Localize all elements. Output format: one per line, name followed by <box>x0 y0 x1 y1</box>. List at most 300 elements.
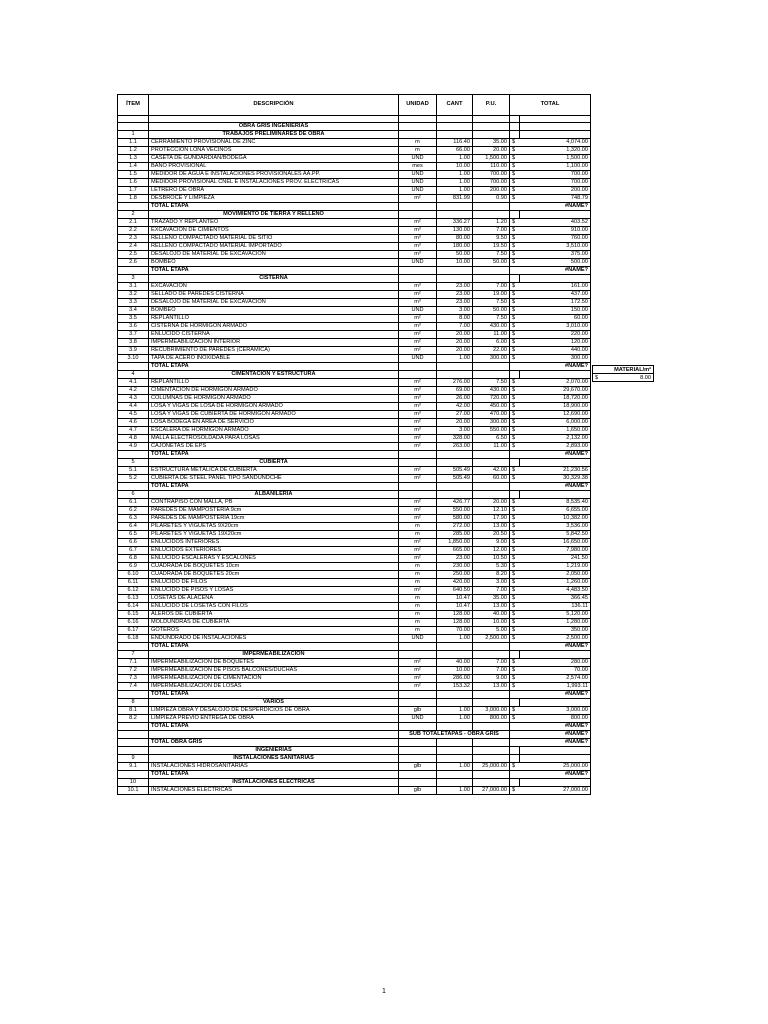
empty-cell <box>473 771 510 779</box>
empty-cell <box>473 116 510 123</box>
currency-symbol: $ <box>510 531 520 539</box>
item-unit: m <box>399 579 437 587</box>
empty-cell <box>510 747 520 755</box>
empty-cell <box>473 363 510 371</box>
item-description: SELLADO DE PAREDES CISTERNA <box>149 291 399 299</box>
empty-cell <box>118 363 149 371</box>
currency-symbol: $ <box>510 219 520 227</box>
item-unit: m³ <box>399 411 437 419</box>
empty-cell <box>118 451 149 459</box>
item-description: CUADRADA DE BOQUETES 20cm <box>149 571 399 579</box>
item-unit-price: 20.50 <box>473 531 510 539</box>
empty-cell <box>118 731 149 739</box>
item-unit: m² <box>399 347 437 355</box>
item-unit: m³ <box>399 283 437 291</box>
header-total: TOTAL <box>510 95 591 116</box>
item-quantity: 10.47 <box>437 603 473 611</box>
item-quantity: 27.00 <box>437 411 473 419</box>
item-unit: UND <box>399 635 437 643</box>
section-title: CIMENTACIÓN Y ESTRUCTURA <box>149 371 399 379</box>
item-quantity: 3.00 <box>437 427 473 435</box>
line-item-row <box>118 179 591 187</box>
empty-cell <box>437 267 473 275</box>
currency-symbol: $ <box>510 163 520 171</box>
item-number: 8.1 <box>118 707 149 715</box>
item-description: INSTALACIONES ELÉCTRICAS <box>149 787 399 795</box>
empty-cell <box>437 755 473 763</box>
line-item-row <box>118 331 591 339</box>
material-currency: $ <box>593 374 604 382</box>
line-item-row <box>118 219 591 227</box>
empty-cell <box>510 459 520 467</box>
item-number: 5 <box>118 459 149 467</box>
currency-symbol: $ <box>510 291 520 299</box>
line-item-row <box>118 715 591 723</box>
line-item-row <box>118 659 591 667</box>
empty-cell <box>510 275 520 283</box>
item-unit-price: 8.20 <box>473 571 510 579</box>
item-total: 300.00 <box>520 355 591 363</box>
item-total: 700.00 <box>520 179 591 187</box>
item-number: 6.16 <box>118 619 149 627</box>
item-number: 7.4 <box>118 683 149 691</box>
item-total: 3,010.00 <box>520 323 591 331</box>
item-quantity: 20.00 <box>437 331 473 339</box>
item-quantity: 276.00 <box>437 379 473 387</box>
item-description: PROTECCIÓN LONA VECINOS <box>149 147 399 155</box>
empty-cell <box>520 747 591 755</box>
currency-symbol: $ <box>510 707 520 715</box>
item-unit: UND <box>399 171 437 179</box>
stage-total-row <box>118 739 591 747</box>
blank-row <box>118 116 591 123</box>
item-unit: UND <box>399 307 437 315</box>
empty-cell <box>520 275 591 283</box>
empty-cell <box>520 491 591 499</box>
item-unit: glb <box>399 707 437 715</box>
item-quantity: 40.00 <box>437 659 473 667</box>
total-value: #NAME? <box>510 267 591 275</box>
item-number <box>118 747 149 755</box>
total-label: TOTAL OBRA GRIS <box>149 739 399 747</box>
line-item-row <box>118 707 591 715</box>
total-label: TOTAL ETAPA <box>149 451 399 459</box>
item-quantity: 130.00 <box>437 227 473 235</box>
empty-cell <box>473 651 510 659</box>
line-item-row <box>118 579 591 587</box>
line-item-row <box>118 139 591 147</box>
item-unit-price: 13.00 <box>473 603 510 611</box>
item-number: 1.6 <box>118 179 149 187</box>
item-unit: m <box>399 603 437 611</box>
section-row <box>118 275 591 283</box>
item-description: ENLUCIDO CISTERNA <box>149 331 399 339</box>
line-item-row <box>118 667 591 675</box>
item-number: 3.2 <box>118 291 149 299</box>
line-item-row <box>118 611 591 619</box>
header-description: DESCRIPCIÓN <box>149 95 399 116</box>
page-number: 1 <box>382 988 386 995</box>
empty-cell <box>437 459 473 467</box>
item-number: 10.1 <box>118 787 149 795</box>
total-value: #NAME? <box>510 363 591 371</box>
currency-symbol: $ <box>510 147 520 155</box>
item-number: 6.4 <box>118 523 149 531</box>
currency-symbol: $ <box>510 395 520 403</box>
item-total: 120.00 <box>520 339 591 347</box>
item-number: 1.1 <box>118 139 149 147</box>
item-unit: m² <box>399 507 437 515</box>
item-unit: m² <box>399 667 437 675</box>
empty-cell <box>437 723 473 731</box>
item-unit-price: 19.50 <box>473 243 510 251</box>
currency-symbol: $ <box>510 315 520 323</box>
currency-symbol: $ <box>510 595 520 603</box>
currency-symbol: $ <box>510 499 520 507</box>
empty-cell <box>399 451 437 459</box>
item-total: 200.00 <box>520 187 591 195</box>
item-description: TAPA DE ACERO INOXIDABLE <box>149 355 399 363</box>
item-total: 60.00 <box>520 315 591 323</box>
item-unit: m² <box>399 659 437 667</box>
item-description: MALLA ELECTROSOLDADA PARA LOSAS <box>149 435 399 443</box>
empty-cell <box>437 131 473 139</box>
item-number: 6.1 <box>118 499 149 507</box>
item-number: 2 <box>118 211 149 219</box>
item-unit-price: 9.00 <box>473 675 510 683</box>
item-quantity: 26.00 <box>437 395 473 403</box>
item-total: 30,329.38 <box>520 475 591 483</box>
item-unit-price: 2,500.00 <box>473 635 510 643</box>
empty-cell <box>149 116 399 123</box>
item-number: 3.6 <box>118 323 149 331</box>
line-item-row <box>118 427 591 435</box>
line-item-row <box>118 323 591 331</box>
item-description: CISTERNA DE HORMIGÓN ARMADO <box>149 323 399 331</box>
item-total: 70.00 <box>520 667 591 675</box>
item-total: 5,120.00 <box>520 611 591 619</box>
line-item-row <box>118 507 591 515</box>
item-number: 4.5 <box>118 411 149 419</box>
item-description: DESALOJO DE MATERIAL DE EXCAVACIÓN <box>149 299 399 307</box>
empty-cell <box>473 643 510 651</box>
empty-cell <box>473 267 510 275</box>
line-item-row <box>118 539 591 547</box>
line-item-row <box>118 187 591 195</box>
empty-cell <box>399 739 437 747</box>
item-total: 6,655.00 <box>520 507 591 515</box>
empty-cell <box>437 363 473 371</box>
item-unit-price: 300.00 <box>473 355 510 363</box>
currency-symbol: $ <box>510 659 520 667</box>
currency-symbol: $ <box>510 347 520 355</box>
stage-total-row <box>118 771 591 779</box>
item-unit-price: 10.50 <box>473 555 510 563</box>
empty-cell <box>437 275 473 283</box>
item-description: EXCAVACION DE CIMIENTOS <box>149 227 399 235</box>
item-total: 10,382.00 <box>520 515 591 523</box>
item-quantity: 1.00 <box>437 635 473 643</box>
item-number: 4.9 <box>118 443 149 451</box>
item-description: ENDUNDRADO DE INSTALACIONES <box>149 635 399 643</box>
item-quantity: 1.00 <box>437 707 473 715</box>
item-unit-price: 10.00 <box>473 619 510 627</box>
item-total: 4,483.50 <box>520 587 591 595</box>
item-unit-price: 430.00 <box>473 387 510 395</box>
section-title: INSTALACIONES ELÉCTRICAS <box>149 779 399 787</box>
header-row <box>118 95 591 116</box>
item-quantity: 23.00 <box>437 555 473 563</box>
item-quantity: 1.00 <box>437 355 473 363</box>
subtotal-row <box>118 731 591 739</box>
empty-cell <box>520 459 591 467</box>
item-quantity: 180.00 <box>437 243 473 251</box>
item-description: ENLUCIDOS EXTERIORES <box>149 547 399 555</box>
item-unit-price: 7.50 <box>473 251 510 259</box>
item-number: 2.5 <box>118 251 149 259</box>
currency-symbol: $ <box>510 667 520 675</box>
section-title: IMPERMEABILIZACIÓN <box>149 651 399 659</box>
empty-cell <box>399 691 437 699</box>
item-unit: m² <box>399 419 437 427</box>
item-description: INSTALACIONES HIDROSANITARIAS <box>149 763 399 771</box>
line-item-row <box>118 403 591 411</box>
total-value: #NAME? <box>510 483 591 491</box>
empty-cell <box>510 755 520 763</box>
item-number: 2.3 <box>118 235 149 243</box>
item-description: RELLENO COMPACTADO MATERIAL IMPORTADO <box>149 243 399 251</box>
currency-symbol: $ <box>510 627 520 635</box>
empty-cell <box>520 371 591 379</box>
item-unit: m² <box>399 467 437 475</box>
item-number <box>118 123 149 131</box>
currency-symbol: $ <box>510 243 520 251</box>
empty-cell <box>399 267 437 275</box>
item-unit: UND <box>399 715 437 723</box>
item-description: DESBROCE Y LIMPIEZA <box>149 195 399 203</box>
item-number: 3.8 <box>118 339 149 347</box>
item-description: REPLANTILLO <box>149 315 399 323</box>
empty-cell <box>437 651 473 659</box>
subtotal-value: #NAME? <box>510 731 591 739</box>
empty-cell <box>437 771 473 779</box>
item-unit-price: 12.10 <box>473 507 510 515</box>
item-description: ENLUCIDOS INTERIORES <box>149 539 399 547</box>
item-total: 375.00 <box>520 251 591 259</box>
item-description: GOTEROS <box>149 627 399 635</box>
item-description: LIMPIEZA OBRA Y DESALOJO DE DESPERDICIOS DE OBRA <box>149 707 399 715</box>
item-quantity: 336.27 <box>437 219 473 227</box>
item-number: 5.1 <box>118 467 149 475</box>
item-number: 6.11 <box>118 579 149 587</box>
item-quantity: 20.00 <box>437 339 473 347</box>
item-unit: m² <box>399 547 437 555</box>
item-quantity: 1.00 <box>437 171 473 179</box>
section-row <box>118 131 591 139</box>
item-total: 4,074.00 <box>520 139 591 147</box>
item-description: ENLUCIDO DE PISOS Y LOSAS <box>149 587 399 595</box>
line-item-row <box>118 347 591 355</box>
item-number: 3.5 <box>118 315 149 323</box>
item-unit: UND <box>399 187 437 195</box>
empty-cell <box>520 699 591 707</box>
line-item-row <box>118 251 591 259</box>
line-item-row <box>118 395 591 403</box>
line-item-row <box>118 379 591 387</box>
item-quantity: 272.00 <box>437 523 473 531</box>
currency-symbol: $ <box>510 603 520 611</box>
item-unit-price: 50.00 <box>473 307 510 315</box>
empty-cell <box>118 267 149 275</box>
item-number: 4.2 <box>118 387 149 395</box>
item-total: 403.52 <box>520 219 591 227</box>
section-title: ALBAÑILERÍA <box>149 491 399 499</box>
total-label: TOTAL ETAPA <box>149 363 399 371</box>
item-number: 3.3 <box>118 299 149 307</box>
item-description: EXCAVACION <box>149 283 399 291</box>
empty-cell <box>399 491 437 499</box>
item-total: 18,720.00 <box>520 395 591 403</box>
item-quantity: 1.00 <box>437 715 473 723</box>
item-quantity: 285.00 <box>437 531 473 539</box>
item-number: 4.7 <box>118 427 149 435</box>
stage-total-row <box>118 203 591 211</box>
item-total: 150.00 <box>520 307 591 315</box>
empty-cell <box>473 275 510 283</box>
empty-cell <box>399 275 437 283</box>
empty-cell <box>399 123 437 131</box>
item-number: 8 <box>118 699 149 707</box>
currency-symbol: $ <box>510 139 520 147</box>
line-item-row <box>118 499 591 507</box>
currency-symbol: $ <box>510 675 520 683</box>
item-unit: glb <box>399 763 437 771</box>
item-unit: m³ <box>399 387 437 395</box>
item-unit: m² <box>399 683 437 691</box>
currency-symbol: $ <box>510 235 520 243</box>
currency-symbol: $ <box>510 467 520 475</box>
item-number: 6.8 <box>118 555 149 563</box>
line-item-row <box>118 571 591 579</box>
item-unit: m³ <box>399 251 437 259</box>
line-item-row <box>118 603 591 611</box>
item-description: CIMENTACIÓN DE HORMIGÓN ARMADO <box>149 387 399 395</box>
empty-cell <box>399 747 437 755</box>
item-number: 5.2 <box>118 475 149 483</box>
line-item-row <box>118 299 591 307</box>
item-total: 161.00 <box>520 283 591 291</box>
item-quantity: 426.77 <box>437 499 473 507</box>
item-number: 1.5 <box>118 171 149 179</box>
item-number: 6.12 <box>118 587 149 595</box>
item-unit-price: 60.00 <box>473 475 510 483</box>
item-unit-price: 6.50 <box>473 435 510 443</box>
item-description: CERRAMIENTO PROVISIONAL DE ZINC <box>149 139 399 147</box>
item-unit: m <box>399 611 437 619</box>
item-number: 4.8 <box>118 435 149 443</box>
item-unit: m² <box>399 499 437 507</box>
item-number: 4.6 <box>118 419 149 427</box>
item-unit: mes <box>399 163 437 171</box>
item-quantity: 505.49 <box>437 467 473 475</box>
item-unit: m² <box>399 435 437 443</box>
item-total: 2,050.00 <box>520 571 591 579</box>
currency-symbol: $ <box>510 579 520 587</box>
item-quantity: 50.00 <box>437 251 473 259</box>
empty-cell <box>473 131 510 139</box>
item-unit-price: 17.90 <box>473 515 510 523</box>
item-unit-price: 11.00 <box>473 331 510 339</box>
currency-symbol: $ <box>510 307 520 315</box>
item-quantity: 20.00 <box>437 419 473 427</box>
item-quantity: 1.00 <box>437 179 473 187</box>
currency-symbol: $ <box>510 683 520 691</box>
empty-cell <box>118 723 149 731</box>
item-unit: m² <box>399 443 437 451</box>
item-unit-price: 25,000.00 <box>473 763 510 771</box>
total-label: TOTAL ETAPA <box>149 771 399 779</box>
item-unit: m² <box>399 219 437 227</box>
item-unit: UND <box>399 355 437 363</box>
item-description: IMPERMEABILIZACIÓN DE PISOS BALCONES/DUCHAS <box>149 667 399 675</box>
item-total: 3,536.00 <box>520 523 591 531</box>
currency-symbol: $ <box>510 227 520 235</box>
item-number: 3.7 <box>118 331 149 339</box>
item-total: 2,132.00 <box>520 435 591 443</box>
item-unit-price: 700.00 <box>473 171 510 179</box>
empty-cell <box>399 771 437 779</box>
line-item-row <box>118 435 591 443</box>
item-unit: m² <box>399 475 437 483</box>
stage-total-row <box>118 451 591 459</box>
item-number: 9.1 <box>118 763 149 771</box>
empty-cell <box>399 755 437 763</box>
item-total: 1,219.00 <box>520 563 591 571</box>
line-item-row <box>118 387 591 395</box>
item-unit: m <box>399 147 437 155</box>
section-title: TRABAJOS PRELIMINARES DE OBRA <box>149 131 399 139</box>
empty-cell <box>473 691 510 699</box>
item-description: ENLUCIDO DE LOSETAS CON FILOS <box>149 603 399 611</box>
line-item-row <box>118 243 591 251</box>
item-unit: m² <box>399 339 437 347</box>
currency-symbol: $ <box>510 507 520 515</box>
item-unit-price: 35.00 <box>473 139 510 147</box>
item-quantity: 1.00 <box>437 787 473 795</box>
item-quantity: 116.40 <box>437 139 473 147</box>
item-quantity: 1.00 <box>437 155 473 163</box>
currency-symbol: $ <box>510 419 520 427</box>
empty-cell <box>510 651 520 659</box>
empty-cell <box>520 779 591 787</box>
empty-cell <box>399 651 437 659</box>
item-quantity: 831.99 <box>437 195 473 203</box>
item-quantity: 42.00 <box>437 403 473 411</box>
item-unit: m² <box>399 379 437 387</box>
item-description: PAREDES DE MAMPOSTERÍA 9cm <box>149 507 399 515</box>
currency-symbol: $ <box>510 339 520 347</box>
item-unit: m³ <box>399 235 437 243</box>
item-unit: UND <box>399 155 437 163</box>
item-unit: m³ <box>399 323 437 331</box>
item-number: 6.15 <box>118 611 149 619</box>
currency-symbol: $ <box>510 635 520 643</box>
item-description: LETRERO DE OBRA <box>149 187 399 195</box>
section-title: CISTERNA <box>149 275 399 283</box>
line-item-row <box>118 307 591 315</box>
empty-cell <box>473 755 510 763</box>
empty-cell <box>399 371 437 379</box>
